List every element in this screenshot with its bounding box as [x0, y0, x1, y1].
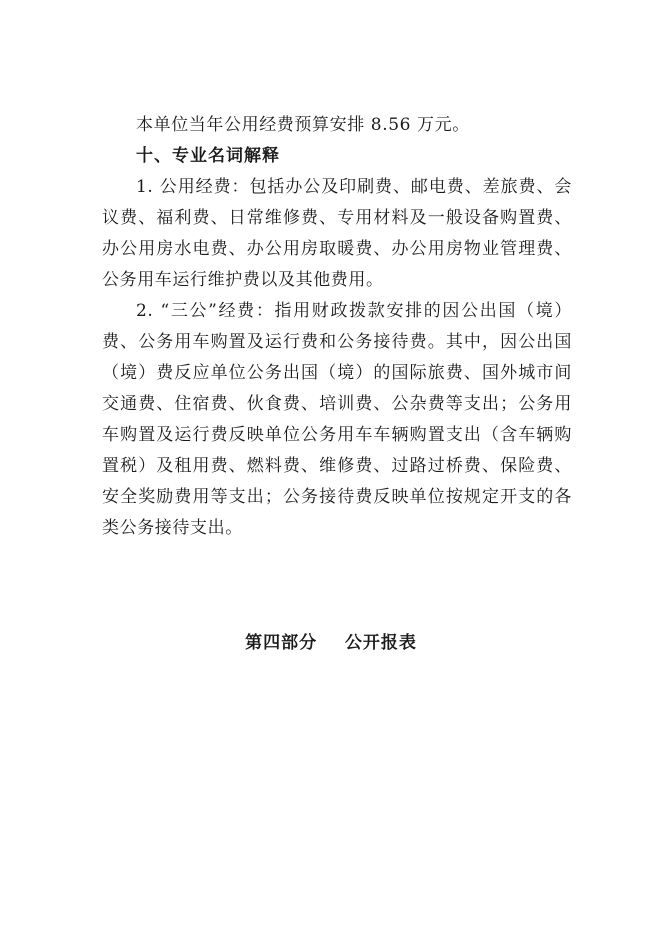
budget-sentence: 本单位当年公用经费预算安排 8.56 万元。	[136, 115, 470, 135]
document-body	[102, 110, 572, 544]
definition-public-expenses: 1. 公用经费：包括办公及印刷费、邮电费、差旅费、会议费、福利费、日常维修费、专用材料及一般设备购置费、办公用房水电费、办公用房取暖费、办公用房物业管理费、公务用车运行维护费以及其他费用。	[102, 177, 572, 290]
part-four-title: 第四部分 公开报表	[245, 633, 417, 653]
definition-three-public-expenses: 2. “三公”经费：指用财政拨款安排的因公出国（境）费、公务用车购置及运行费和公务接待费。其中，因公出国（境）费反应单位公务出国（境）的国际旅费、国外城市间交通费、住宿费、伙食费、培训费、公杂费等支出；公务用车购置及运行费反映单位公务用车车辆购置支出（含车辆购置税）及租用费、燃料费、维修费、过路过桥费、保险费、安全奖励费用等支出；公务接待费反映单位按规定开支的各类公务接待支出。	[102, 301, 572, 538]
section-heading: 十、专业名词解释	[136, 146, 280, 166]
